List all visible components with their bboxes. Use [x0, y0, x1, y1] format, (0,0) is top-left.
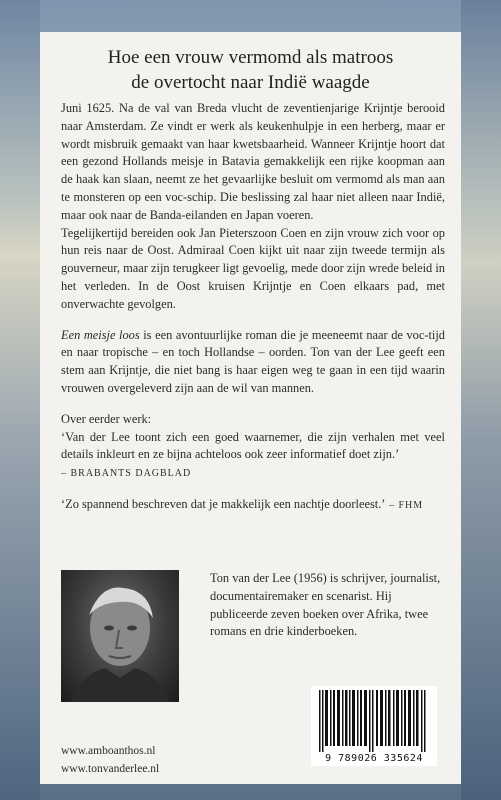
review-1-quote: ‘Van der Lee toont zich een goed waarnemer, die zijn verhalen met veel details inkleurt en ze bijna achteloos ook zeer informatief doet zijn.’	[61, 429, 445, 462]
review-2-quote: ‘Zo spannend beschreven dat je makkelijk een nachtje doorleest.’	[61, 496, 386, 511]
background-right	[461, 0, 501, 800]
barcode-bars-icon	[311, 686, 437, 752]
background-left	[0, 0, 40, 800]
isbn-barcode	[311, 686, 437, 766]
headline-line-1: Hoe een vrouw vermomd als matroos	[107, 47, 394, 68]
website-amboanthos[interactable]: www.amboanthos.nl	[61, 745, 156, 757]
paragraph-3	[61, 327, 445, 398]
websites	[61, 742, 159, 778]
book-title: Een meisje loos	[61, 327, 140, 342]
paragraph-2: Tegelijkertijd bereiden ook Jan Pieterszoon Coen en zijn vrouw zich voor op hun reis naar de Oost. Admiraal Coen kijkt uit naar zijn tweede termijn als gouverneur, maar zijn terugkeer ligt gevoelig, mede door zijn wrede beleid in het verleden. In de Oost kruisen Krijntje en Coen elkaars pad, met onverwachte gevolgen.	[61, 225, 445, 311]
author-photo	[61, 570, 179, 702]
review-1	[61, 429, 445, 483]
headline-line-2: de overtocht naar Indië waagde	[131, 72, 370, 93]
paragraph-1-text: Na de val van Breda vlucht de zeventienjarige Krijntje berooid naar Amsterdam. Ze vindt er werk als keukenhulpje in een herberg, maar er wordt misbruik gemaakt van haar kwetsbaarheid. Wanneer Krijntje hoort dat een gezond Hollands meisje in Batavia gemakkelijk een rijke koopman aan de haak kan slaan, neemt ze het gevaarlijke besluit om vermomd als man aan te monsteren op een voc-schip. Die beslissing zal haar niet alleen naar Indië, maar ook naar de Banda-eilanden en Japan voeren.	[61, 101, 445, 222]
paragraph-3-text: is een avontuurlijke roman die je meeneemt naar de voc-tijd en naar tropische – en toch Hollandse – oorden. Ton van der Lee geeft een stem aan Krijntje, die niet bang is haar eigen weg te gaan in een tijd waarin vrouwen overgeleverd zijn aan de wil van mannen.	[61, 327, 445, 395]
website-tonvanderlee[interactable]: www.tonvanderlee.nl	[61, 763, 160, 775]
review-1-source: – BRABANTS DAGBLAD	[61, 468, 192, 480]
review-2	[61, 496, 445, 515]
blurb	[61, 100, 445, 515]
review-2-source: – FHM	[385, 499, 424, 511]
reviews-heading: Over eerder werk:	[61, 411, 152, 426]
back-cover-panel	[40, 32, 461, 784]
author-bio: Ton van der Lee (1956) is schrijver, journalist, documentairemaker en scenarist. Hij publiceerde zeven boeken over Afrika, twee romans en drie kinderboeken.	[210, 571, 441, 639]
author-portrait-icon	[61, 570, 179, 702]
isbn-digits: 9 789026 335624	[325, 753, 423, 764]
paragraph-1	[61, 100, 445, 225]
headline	[40, 45, 461, 95]
paragraph-1-date: Juni 1625.	[61, 101, 115, 115]
